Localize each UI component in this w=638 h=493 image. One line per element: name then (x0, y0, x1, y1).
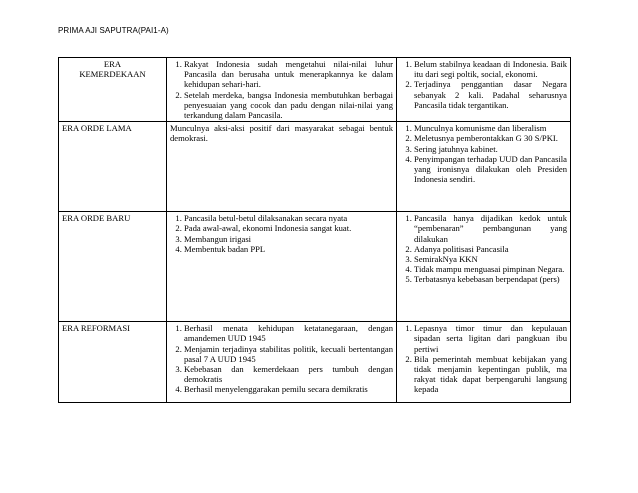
list-item: 4. Tidak mampu menguasai pimpinan Negara. (414, 264, 567, 274)
negatives-cell (397, 122, 571, 212)
list-item: 2. Pada awal-awal, ekonomi Indonesia sangat kuat. (184, 223, 393, 233)
list-item: 5. Terbatasnya kebebasan berpendapat (pers) (414, 274, 567, 284)
positives-text: Munculnya aksi-aksi positif dari masyarakat sebagai bentuk demokrasi. (170, 123, 393, 144)
list-item: 1. Lepasnya timor timur dan kepulauan sipadan serta ligitan dari pangkuan ibu pertiwi (414, 323, 567, 354)
era-name: ERA REFORMASI (62, 323, 131, 334)
era-name-line: KEMERDEKAAN (79, 69, 146, 80)
list-item: 1. Pancasila hanya dijadikan kedok untuk “pembenaran” pembangunan yang dilakukan (414, 213, 567, 244)
negatives-cell (397, 212, 571, 322)
era-name-cell (59, 322, 167, 403)
list-item: 1. Berhasil menata kehidupan ketatanegaraan, dengan amandemen UUD 1945 (184, 323, 393, 343)
negatives-cell (397, 58, 571, 122)
list-item: 2. Terjadinya penggantian dasar Negara sebanyak 2 kali. Padahal seharusnya Pancasila tidak tergantikan. (414, 79, 567, 110)
list-item: 3. Sering jatuhnya kabinet. (414, 144, 567, 154)
positives-cell (167, 58, 397, 122)
positives-list (170, 59, 393, 120)
era-name-cell (59, 212, 167, 322)
positives-list (170, 323, 393, 394)
list-item: 1. Munculnya komunisme dan liberalism (414, 123, 567, 133)
negatives-list (400, 123, 567, 184)
list-item: 3. Membangun irigasi (184, 234, 393, 244)
list-item: 1. Pancasila betul-betul dilaksanakan secara nyata (184, 213, 393, 223)
author-header: PRIMA AJI SAPUTRA(PAI1-A) (58, 26, 169, 35)
list-item: 1. Belum stabilnya keadaan di Indonesia. Baik itu dari segi poltik, social, ekonomi. (414, 59, 567, 79)
negatives-list (400, 59, 567, 110)
positives-cell (167, 322, 397, 403)
table-row-orde-baru (59, 212, 571, 322)
list-item: 2. Meletusnya pemberontakkan G 30 S/PKI. (414, 133, 567, 143)
positives-cell (167, 122, 397, 212)
list-item: 2. Setelah merdeka, bangsa Indonesia membutuhkan berbagai penyesuaian yang cocok dan padu dengan nilai-nilai yang terkandung dalam Pancasila. (184, 90, 393, 121)
list-item: 4. Penyimpangan terhadap UUD dan Pancasila yang ironisnya dilakukan oleh Presiden Indonesia sendiri. (414, 154, 567, 185)
era-comparison-table (58, 57, 571, 403)
positives-cell (167, 212, 397, 322)
era-name: ERA ORDE LAMA (62, 123, 132, 134)
list-item: 2. Adanya politisasi Pancasila (414, 244, 567, 254)
table-row-kemerdekaan (59, 58, 571, 122)
list-item: 2. Menjamin terjadinya stabilitas politik, kecuali bertentangan pasal 7 A UUD 1945 (184, 344, 393, 364)
list-item: 1. Rakyat Indonesia sudah mengetahui nilai-nilai luhur Pancasila dan berusaha untuk menerapkannya ke dalam kehidupan sehari-hari. (184, 59, 393, 90)
negatives-list (400, 323, 567, 394)
era-name-cell (59, 58, 167, 122)
list-item: 4. Berhasil menyelenggarakan pemilu secara demikratis (184, 384, 393, 394)
negatives-list (400, 213, 567, 284)
table-row-reformasi (59, 322, 571, 403)
era-name-line: ERA (103, 59, 122, 69)
list-item: 3. Kebebasan dan kemerdekaan pers tumbuh dengan demokratis (184, 364, 393, 384)
negatives-cell (397, 322, 571, 403)
era-name-cell (59, 122, 167, 212)
list-item: 4. Membentuk badan PPL (184, 244, 393, 254)
list-item: 2. Bila pemerintah membuat kebijakan yang tidak menjamin kepentingan publik, ma rakyat tidak dapat berpengaruhi langsung kepada (414, 354, 567, 395)
positives-list (170, 213, 393, 254)
era-name: ERA ORDE BARU (62, 213, 131, 224)
list-item: 3. SemirakNya KKN (414, 254, 567, 264)
table-row-orde-lama (59, 122, 571, 212)
